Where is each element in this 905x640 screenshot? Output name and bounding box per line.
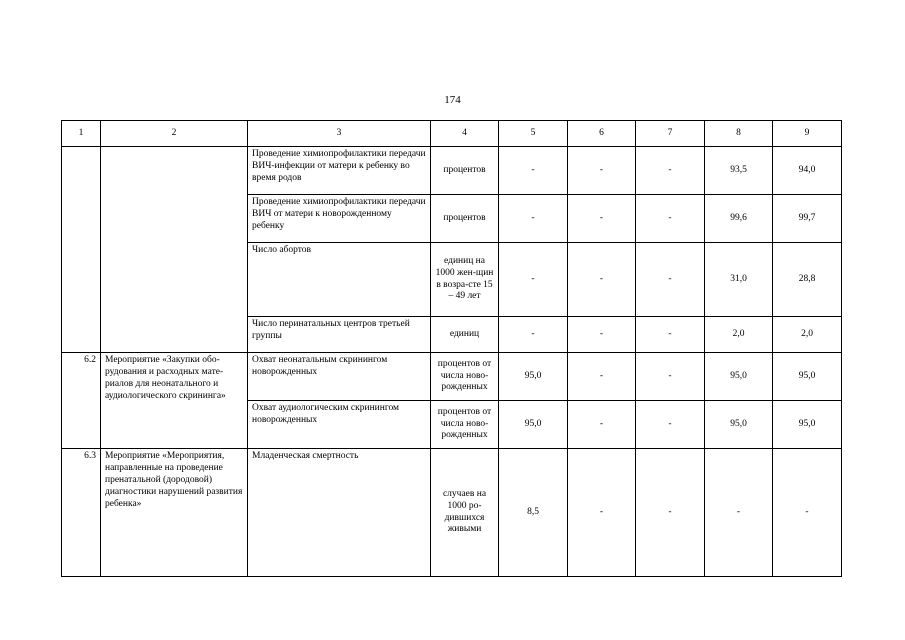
value-col7: - [636, 195, 705, 243]
col-header-3: 3 [248, 121, 431, 147]
value-col6: - [568, 243, 636, 317]
col-header-7: 7 [636, 121, 705, 147]
indicator-cell: Проведение химиопрофилактики передачи ВИЧ от матери к новорожденному ребенку [248, 195, 431, 243]
value-col8: 99,6 [705, 195, 773, 243]
col-header-2: 2 [101, 121, 248, 147]
unit-cell: процентов [431, 147, 499, 195]
value-col7: - [636, 317, 705, 353]
value-col5: - [499, 317, 568, 353]
value-col6: - [568, 449, 636, 577]
unit-cell: случаев на 1000 ро-дившихся живыми [431, 449, 499, 577]
value-col8: - [705, 449, 773, 577]
measure-cell: Мероприятие «Закупки обо-рудования и расходных мате-риалов для неонатального и аудиологического скрининга» [101, 353, 248, 449]
measure-cell: Мероприятие «Мероприятия, направленные на проведение пренатальной (дородовой) диагностики нарушений развития ребенка» [101, 449, 248, 577]
indicator-cell: Проведение химиопрофилактики передачи ВИЧ-инфекции от матери к ребенку во время родов [248, 147, 431, 195]
value-col9: 2,0 [773, 317, 842, 353]
unit-cell: процентов от числа ново-рожденных [431, 401, 499, 449]
unit-cell: процентов от числа ново-рожденных [431, 353, 499, 401]
value-col5: 95,0 [499, 353, 568, 401]
unit-cell: единиц [431, 317, 499, 353]
table-row [62, 147, 842, 195]
col-header-5: 5 [499, 121, 568, 147]
value-col5: 95,0 [499, 401, 568, 449]
value-col6: - [568, 195, 636, 243]
value-col5: - [499, 243, 568, 317]
indicator-cell: Число абортов [248, 243, 431, 317]
item-number-cell [62, 147, 101, 353]
indicator-cell: Младенческая смертность [248, 449, 431, 577]
item-number-cell: 6.3 [62, 449, 101, 577]
measure-cell [101, 147, 248, 353]
value-col9: 99,7 [773, 195, 842, 243]
header-row [62, 121, 842, 147]
col-header-1: 1 [62, 121, 101, 147]
value-col6: - [568, 401, 636, 449]
indicator-cell: Охват аудиологическим скринингом новорожденных [248, 401, 431, 449]
col-header-6: 6 [568, 121, 636, 147]
value-col9: - [773, 449, 842, 577]
value-col5: - [499, 195, 568, 243]
value-col8: 31,0 [705, 243, 773, 317]
col-header-8: 8 [705, 121, 773, 147]
indicator-cell: Число перинатальных центров третьей группы [248, 317, 431, 353]
value-col5: 8,5 [499, 449, 568, 577]
unit-cell: процентов [431, 195, 499, 243]
page-number: 174 [444, 94, 461, 106]
value-col7: - [636, 147, 705, 195]
value-col8: 93,5 [705, 147, 773, 195]
indicator-cell: Охват неонатальным скринингом новорожденных [248, 353, 431, 401]
value-col5: - [499, 147, 568, 195]
value-col8: 2,0 [705, 317, 773, 353]
value-col7: - [636, 353, 705, 401]
value-col7: - [636, 243, 705, 317]
table-row [62, 353, 842, 401]
value-col9: 28,8 [773, 243, 842, 317]
value-col7: - [636, 449, 705, 577]
value-col7: - [636, 401, 705, 449]
value-col8: 95,0 [705, 353, 773, 401]
col-header-4: 4 [431, 121, 499, 147]
value-col6: - [568, 353, 636, 401]
value-col9: 95,0 [773, 353, 842, 401]
item-number-cell: 6.2 [62, 353, 101, 449]
program-indicators-table [61, 120, 842, 577]
value-col9: 94,0 [773, 147, 842, 195]
table-row [62, 449, 842, 577]
value-col6: - [568, 147, 636, 195]
col-header-9: 9 [773, 121, 842, 147]
unit-cell: единиц на 1000 жен-щин в возра-сте 15 – 49 лет [431, 243, 499, 317]
value-col9: 95,0 [773, 401, 842, 449]
value-col6: - [568, 317, 636, 353]
value-col8: 95,0 [705, 401, 773, 449]
